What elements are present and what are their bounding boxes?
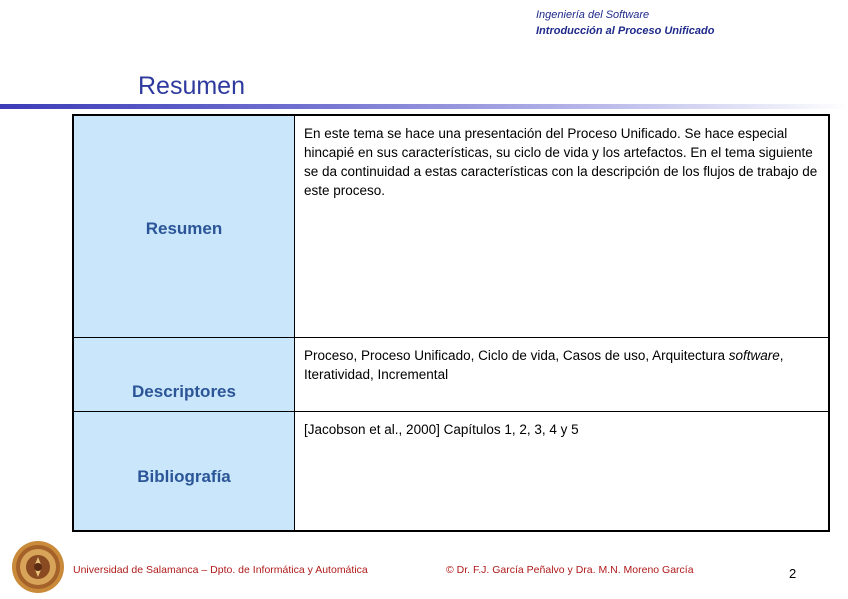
course-name: Ingeniería del Software: [536, 9, 650, 21]
summary-table: [72, 114, 830, 532]
bibliografia-content: [Jacobson et al., 2000] Capítulos 1, 2, 3, 4 y 5: [304, 422, 579, 437]
descriptores-text-end: , Iteratividad, Incremental: [304, 348, 784, 382]
descriptores-text-start: Proceso, Proceso Unificado, Ciclo de vida, Casos de uso, Arquitectura: [304, 348, 729, 363]
topic-name: Introducción al Proceso Unificado: [536, 25, 715, 37]
resumen-label: Resumen: [74, 116, 295, 338]
footer-authors: © Dr. F.J. García Peñalvo y Dra. M.N. Moreno García: [446, 564, 694, 576]
resumen-content: En este tema se hace una presentación del Proceso Unificado. Se hace especial hincapié en sus características, su ciclo de vida y los artefactos. En el tema siguiente se da continuidad a estas características con la descripción de los flujos de trabajo de este proceso.: [295, 116, 828, 338]
bibliografia-label: Bibliografía: [74, 412, 295, 530]
university-seal-icon: [11, 540, 65, 594]
page-number: 2: [789, 566, 797, 581]
footer-institution: Universidad de Salamanca – Dpto. de Informática y Automática: [73, 564, 368, 576]
descriptores-label: Descriptores: [74, 338, 295, 412]
descriptores-text-italic: software: [728, 348, 780, 363]
header-course-info: [536, 7, 714, 39]
title-underline-bar: [0, 104, 848, 109]
descriptores-content: [295, 338, 828, 412]
slide-title: Resumen: [138, 72, 245, 100]
